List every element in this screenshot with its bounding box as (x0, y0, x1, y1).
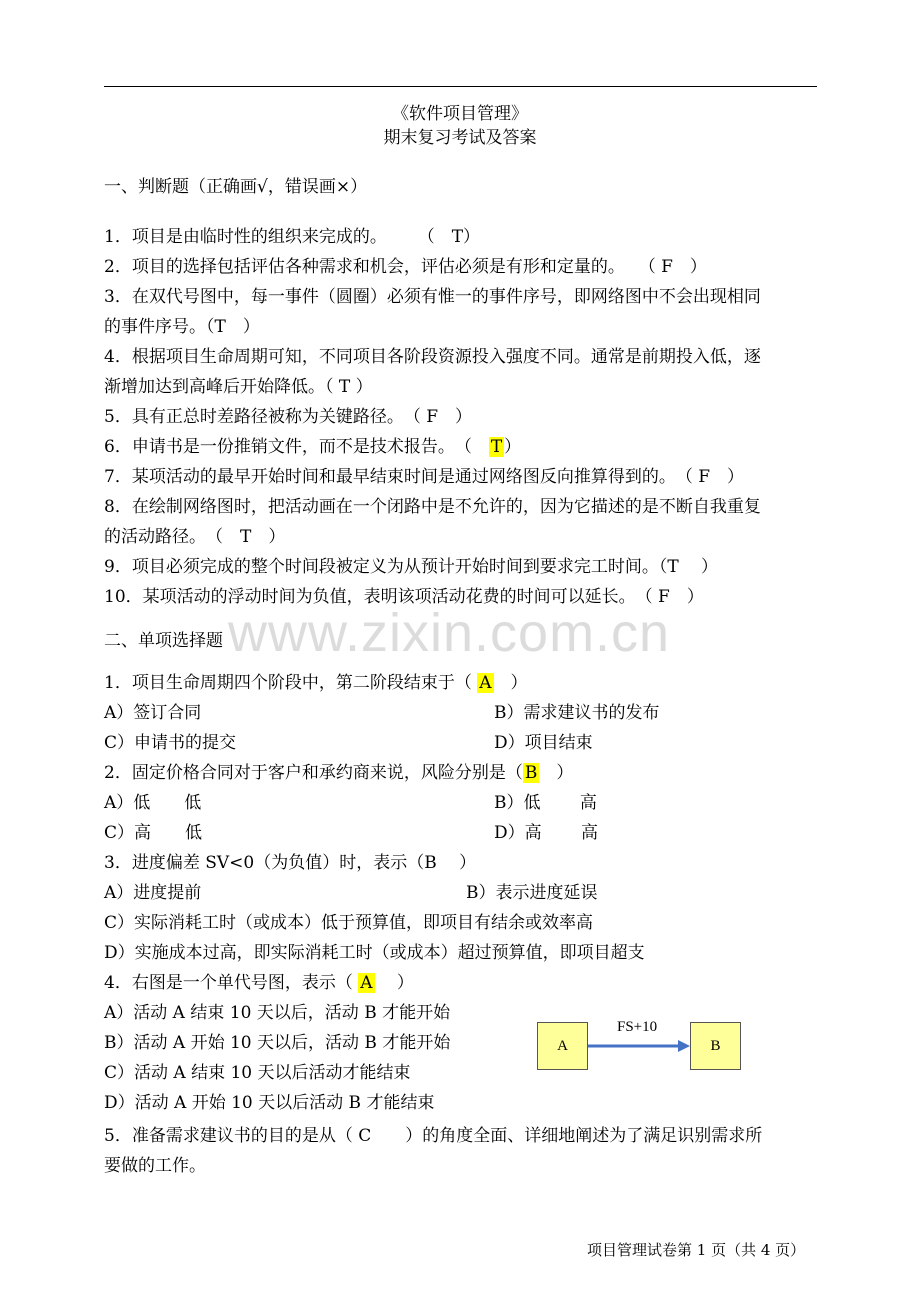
tf-question-6: 6．申请书是一份推销文件，而不是技术报告。 （ T ） (104, 437, 522, 457)
tf-question-3-line1: 3．在双代号图中，每一事件（圆圈）必须有惟一的事件序号，即网络图中不会出现相同 (104, 287, 761, 307)
tf-question-4-line1: 4．根据项目生命周期可知，不同项目各阶段资源投入强度不同。通常是前期投入低，逐 (104, 347, 761, 367)
tf-question-3-line2: 的事件序号。（T ） (104, 317, 260, 337)
answer-highlight: A (479, 673, 492, 693)
doc-subtitle: 期末复习考试及答案 (383, 128, 537, 148)
answer-highlight: A (360, 973, 373, 993)
mc-q2-option-d: D）高 高 (494, 823, 599, 843)
diagram-link-label: FS+10 (617, 1019, 658, 1035)
mc-q3-option-a: A）进度提前 (104, 883, 202, 903)
tf-question-8-line2: 的活动路径。 （ T ） (104, 527, 286, 547)
diagram-arrow (588, 1038, 692, 1054)
tf-question-1: 1．项目是由临时性的组织来完成的。 （ T） (104, 227, 481, 247)
mc-q1-option-d: D）项目结束 (494, 733, 593, 753)
diagram-node-b: B (690, 1022, 741, 1070)
mc-q4-option-a: A）活动 A 结束 10 天以后，活动 B 才能开始 (104, 1003, 451, 1023)
mc-question-5-line1: 5．准备需求建议书的目的是从（ C ）的角度全面、详细地阐述为了满足识别需求所 (104, 1126, 763, 1146)
tf-question-9: 9．项目必须完成的整个时间段被定义为从预计开始时间到要求完工时间。（T ） (104, 557, 719, 577)
header-rule (104, 86, 817, 87)
answer-highlight: B (524, 763, 538, 783)
tf-question-4-line2: 渐增加达到高峰后开始降低。（ T ） (104, 377, 373, 397)
mc-q2-option-a: A）低 低 (104, 793, 202, 813)
mc-q1-option-b: B）需求建议书的发布 (494, 703, 660, 723)
mc-q4-option-b: B）活动 A 开始 10 天以后，活动 B 才能开始 (104, 1033, 451, 1053)
mc-question-2: 2．固定价格合同对于客户和承约商来说，风险分别是（ B ） (104, 763, 574, 783)
page-footer: 项目管理试卷第 1 页（共 4 页） (587, 1241, 806, 1259)
mc-q1-option-a: A）签订合同 (104, 703, 202, 723)
mc-question-1: 1．项目生命周期四个阶段中，第二阶段结束于（ A ） (104, 673, 528, 693)
tf-question-5: 5．具有正总时差路径被称为关键路径。 （ F ） (104, 407, 473, 427)
mc-question-4: 4．右图是一个单代号图，表示（ A ） (104, 973, 414, 993)
mc-q3-option-d: D）实施成本过高，即实际消耗工时（或成本）超过预算值，即项目超支 (104, 943, 645, 963)
diagram-node-a: A (537, 1022, 588, 1070)
mc-question-3: 3．进度偏差 SV<0（为负值）时，表示（B ） (104, 853, 477, 873)
tf-question-7: 7．某项活动的最早开始时间和最早结束时间是通过网络图反向推算得到的。 （ F ） (104, 467, 745, 487)
mc-q3-option-b: B）表示进度延误 (466, 883, 598, 903)
watermark: www.zixin.com.cn (228, 603, 671, 663)
tf-question-8-line1: 8．在绘制网络图时，把活动画在一个闭路中是不允许的，因为它描述的是不断自我重复 (104, 497, 761, 517)
doc-title: 《软件项目管理》 (392, 104, 528, 124)
section2-heading: 二、单项选择题 (104, 631, 223, 651)
mc-q2-option-c: C）高 低 (104, 823, 203, 843)
mc-q4-option-c: C）活动 A 结束 10 天以后活动才能结束 (104, 1063, 411, 1083)
tf-question-2: 2．项目的选择包括评估各种需求和机会，评估必须是有形和定量的。 （ F ） (104, 257, 707, 277)
mc-q3-option-c: C）实际消耗工时（或成本）低于预算值，即项目有结余或效率高 (104, 913, 594, 933)
tf-question-10: 10．某项活动的浮动时间为负值，表明该项活动花费的时间可以延长。 （ F ） (104, 587, 704, 607)
mc-q1-option-c: C）申请书的提交 (104, 733, 237, 753)
mc-q4-option-d: D）活动 A 开始 10 天以后活动 B 才能结束 (104, 1093, 435, 1113)
answer-highlight: T (490, 437, 503, 457)
mc-q2-option-b: B）低 高 (494, 793, 597, 813)
mc-question-5-line2: 要做的工作。 (104, 1156, 206, 1176)
section1-heading: 一、判断题（正确画√，错误画×） (104, 177, 368, 197)
